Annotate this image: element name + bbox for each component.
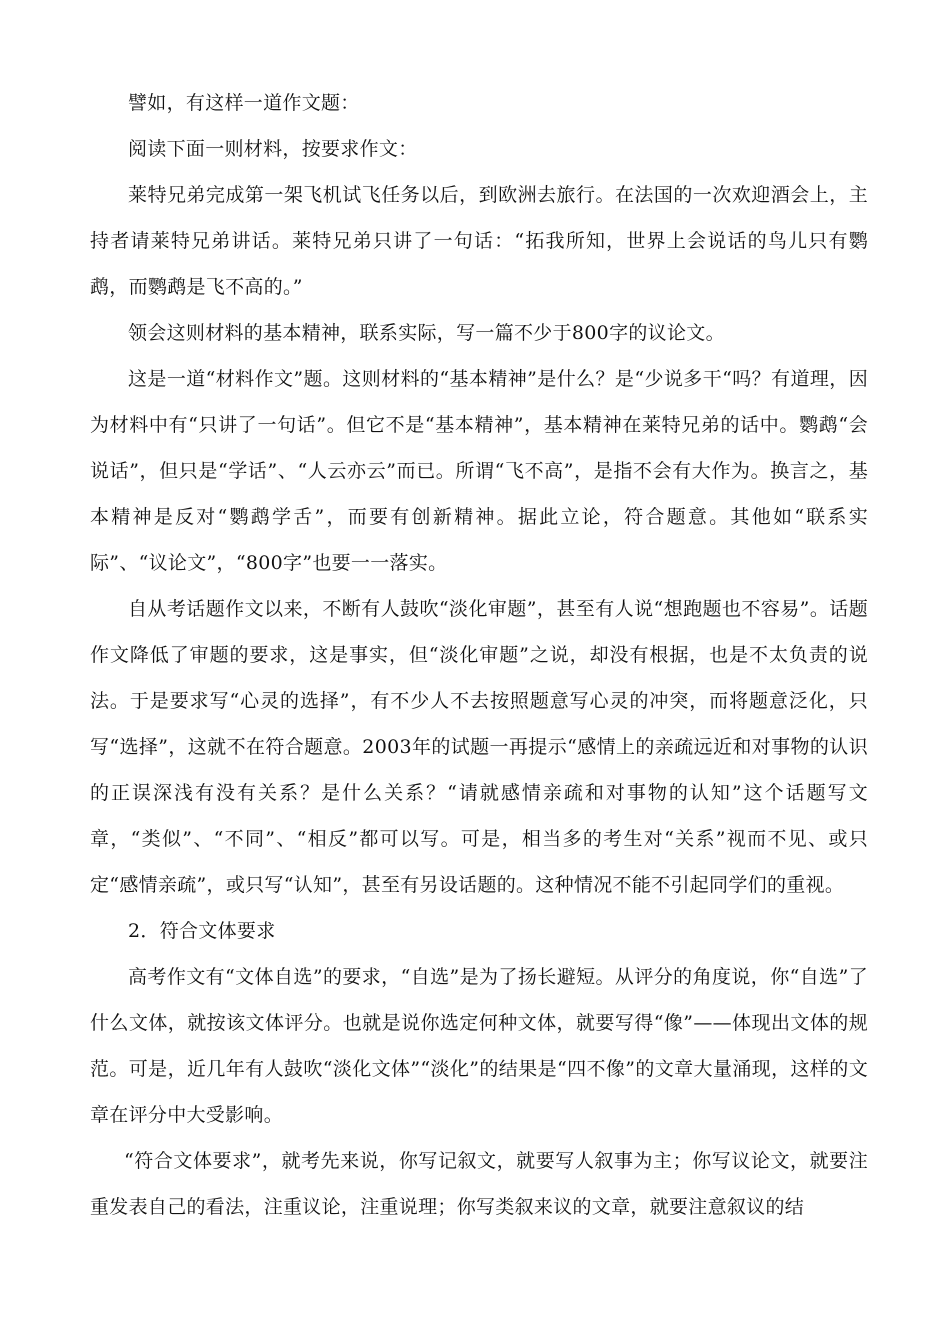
paragraph-genre-requirements: “符合文体要求”，就考先来说，你写记叙文，就要写人叙事为主；你写议论文，就要注重发表自己的看法，注重议论，注重说理；你写类叙来议的文章，就要注意叙议的结 (90, 1150, 868, 1218)
document-body (90, 80, 868, 1230)
paragraph-material: 莱特兄弟完成第一架飞机试飞任务以后，到欧洲去旅行。在法国的一次欢迎酒会上，主持者请莱特兄弟讲话。莱特兄弟只讲了一句话：“拓我所知，世界上会说话的鸟儿只有鹦鹉，而鹦鹉是飞不高的。” (90, 184, 868, 298)
paragraph-instruction: 阅读下面一则材料，按要求作文： (128, 138, 418, 160)
paragraph-task: 领会这则材料的基本精神，联系实际，写一篇不少于800字的议论文。 (128, 322, 725, 344)
paragraph-analysis: 这是一道“材料作文”题。这则材料的“基本精神”是什么？是“少说多干“吗？有道理，因为材料中有“只讲了一句话”。但它不是“基本精神”，基本精神在莱特兄弟的话中。鹦鹉“会说话”，但只是“学话”、“人云亦云”而已。所谓“飞不高”，是指不会有大作为。换言之，基本精神是反对“鹦鹉学舌”，而要有创新精神。据此立论，符合题意。其他如“联系实际”、“议论文”，“800字”也要一一落实。 (90, 368, 868, 574)
section-heading: 2．符合文体要求 (128, 920, 276, 942)
paragraph-genre: 高考作文有“文体自选”的要求，“自选”是为了扬长避短。从评分的角度说，你“自选”了什么文体，就按该文体评分。也就是说你选定何种文体，就要写得“像”——体现出文体的规范。可是，近几年有人鼓吹“淡化文体”“淡化”的结果是“四不像”的文章大量涌现，这样的文章在评分中大受影响。 (90, 966, 868, 1126)
paragraph-intro: 譬如，有这样一道作文题： (128, 92, 360, 114)
paragraph-topic-essay: 自从考话题作文以来，不断有人鼓吹“淡化审题”，甚至有人说“想跑题也不容易”。话题作文降低了审题的要求，这是事实，但“淡化审题”之说，却没有根据，也是不太负责的说法。于是要求写“心灵的选择”，有不少人不去按照题意写心灵的冲突，而将题意泛化，只写“选择”，这就不在符合题意。2003年的试题一再提示“感情上的亲疏远近和对事物的认识的正误深浅有没有关系？是什么关系？“请就感情亲疏和对事物的认知”这个话题写文章，“类似”、“不同”、“相反”都可以写。可是，相当多的考生对“关系”视而不见、或只定“感情亲疏”，或只写“认知”，甚至有另设话题的。这种情况不能不引起同学们的重视。 (90, 598, 868, 896)
